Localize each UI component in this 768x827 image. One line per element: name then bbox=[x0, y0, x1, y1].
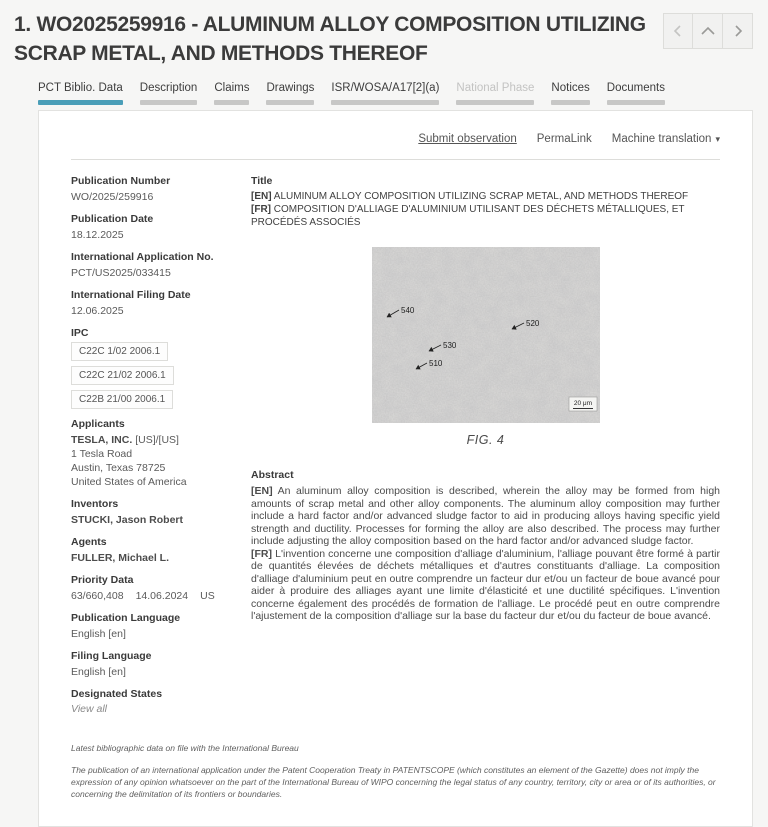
back-to-results-button[interactable] bbox=[693, 13, 723, 49]
biblio-left-column bbox=[71, 175, 251, 724]
tab-claims[interactable]: Claims bbox=[214, 82, 249, 105]
chevron-right-icon bbox=[732, 24, 744, 38]
permalink-link[interactable]: PermaLink bbox=[536, 133, 592, 145]
scale-bar bbox=[569, 397, 597, 411]
tab-indicator bbox=[331, 100, 439, 105]
field-international-filing-date: International Filing Date 12.06.2025 bbox=[71, 289, 191, 317]
applicant-address-line: Austin, Texas 78725 bbox=[71, 462, 166, 474]
tab-drawings[interactable]: Drawings bbox=[266, 82, 314, 105]
biblio-right-column bbox=[251, 175, 720, 724]
applicant-name: TESLA, INC. bbox=[71, 434, 133, 446]
field-ipc: IPC C22C 1/02 2006.1 C22C 21/02 2006.1 C22B 21/00 2006.1 bbox=[71, 327, 251, 409]
scale-bar-label: 20 μm bbox=[573, 400, 592, 407]
result-navigation bbox=[663, 13, 753, 49]
field-applicants: Applicants TESLA, INC. [US]/[US] 1 Tesla Road Austin, Texas 78725 United States of America bbox=[71, 418, 251, 489]
title-fr: [FR] COMPOSITION D'ALLIAGE D'ALUMINIUM UTILISANT DES DÉCHETS MÉTALLIQUES, ET PROCÉDÉS ASSOCIÉS bbox=[251, 204, 685, 228]
tab-indicator bbox=[214, 100, 249, 105]
machine-translation-dropdown[interactable]: Machine translation ▾ bbox=[611, 133, 720, 145]
chevron-left-icon bbox=[672, 24, 684, 38]
field-publication-date: Publication Date 18.12.2025 bbox=[71, 213, 154, 241]
field-priority-data: Priority Data 63/660,408 14.06.2024 US bbox=[71, 574, 215, 602]
chevron-up-icon bbox=[700, 25, 716, 37]
footer-notes bbox=[71, 742, 720, 816]
tab-indicator bbox=[456, 100, 534, 105]
figure-label-520: 520 bbox=[525, 319, 539, 328]
ipc-chip-list bbox=[71, 342, 241, 409]
abstract-en: [EN] An aluminum alloy composition is described, wherein the alloy may be formed from high amounts of scrap metal and other alloy components. The aluminum alloy composition may further include a hard factor and/or advanced sludge factor to aid in producing alloys having specific yield strength and ductility. Processes for forming the alloy are also described. The process may further include adjusting the alloy composition based on the hard factor and/or advanced sludge factor. bbox=[251, 485, 720, 547]
actions-row bbox=[71, 131, 720, 159]
tab-indicator bbox=[38, 100, 123, 105]
ipc-code-chip[interactable]: C22C 21/02 2006.1 bbox=[71, 366, 174, 385]
tab-pct-biblio-data[interactable]: PCT Biblio. Data bbox=[38, 82, 123, 105]
figure-section bbox=[251, 247, 720, 447]
priority-date: 14.06.2024 bbox=[135, 590, 189, 602]
tab-documents[interactable]: Documents bbox=[607, 82, 665, 105]
title-section: Title [EN] ALUMINUM ALLOY COMPOSITION UTILIZING SCRAP METAL, AND METHODS THEREOF [FR] COMPOSITION D'ALLIAGE D'ALUMINIUM UTILISANT DES DÉCHETS MÉTALLIQUES, ET PROCÉDÉS ASSOCIÉS bbox=[251, 175, 720, 229]
title-en: [EN] ALUMINUM ALLOY COMPOSITION UTILIZING SCRAP METAL, AND METHODS THEREOF bbox=[251, 191, 689, 202]
tab-national-phase: National Phase bbox=[456, 82, 534, 105]
figure-label-510: 510 bbox=[428, 359, 442, 368]
field-filing-language: Filing Language English [en] bbox=[71, 650, 152, 678]
tab-indicator bbox=[266, 100, 314, 105]
latest-biblio-note: Latest bibliographic data on file with the International Bureau bbox=[71, 743, 299, 753]
field-agents: Agents FULLER, Michael L. bbox=[71, 536, 170, 564]
tab-isr-wosa[interactable]: ISR/WOSA/A17[2](a) bbox=[331, 82, 439, 105]
header bbox=[14, 10, 753, 68]
page-title: 1. WO2025259916 - ALUMINUM ALLOY COMPOSITION UTILIZING SCRAP METAL, AND METHODS THEREOF bbox=[14, 13, 646, 65]
divider bbox=[71, 159, 720, 160]
tab-indicator bbox=[607, 100, 665, 105]
submit-observation-link[interactable]: Submit observation bbox=[418, 133, 517, 145]
tab-indicator bbox=[140, 100, 198, 105]
ipc-code-chip[interactable]: C22B 21/00 2006.1 bbox=[71, 390, 173, 409]
ipc-code-chip[interactable]: C22C 1/02 2006.1 bbox=[71, 342, 168, 361]
priority-number: 63/660,408 bbox=[71, 590, 124, 602]
biblio-data-panel bbox=[38, 110, 753, 827]
field-international-application-no: International Application No. PCT/US2025/033415 bbox=[71, 251, 214, 279]
applicant-address-line: 1 Tesla Road bbox=[71, 448, 133, 460]
priority-country: US bbox=[200, 590, 215, 602]
disclaimer-note: The publication of an international application under the Patent Cooperation Treaty in PATENTSCOPE (which constitutes an element of the Gazette) does not imply the expression of any opinion whatsoever on the part of the International Bureau of WIPO concerning the legal status of any country, territory, city or area or of its authorities, or concerning the delimitation of its frontiers or boundaries. bbox=[71, 765, 716, 799]
abstract-section: Abstract [EN] An aluminum alloy composition is described, wherein the alloy may be formed from high amounts of scrap metal and other alloy components. The aluminum alloy composition may further include a hard factor and/or advanced sludge factor to aid in producing alloys having specific yield strength and ductility. Processes for forming the alloy are also described. The process may further include adjusting the alloy composition based on the hard factor and/or advanced sludge factor. [FR] L'invention concerne une composition d'alliage d'aluminium, l'alliage pouvant être formé à partir de quantités élevées de déchets métalliques et d'autres constituants d'alliage. La composition d'alliage d'aluminium peut en outre comprendre un facteur dur et/ou un facteur de boue avancé pour aider à produire des alliages ayant une limite d'élasticité et une ductilité spécifiques. L'invention concerne également des procédés de formation de l'alliage. Le procédé peut en outre comprendre l'ajustement de la composition d'alliage sur la base du facteur dur et/ou du facteur de boue avancé. bbox=[251, 469, 720, 622]
field-publication-language: Publication Language English [en] bbox=[71, 612, 181, 640]
view-all-link[interactable]: View all bbox=[71, 703, 107, 715]
figure-label-540: 540 bbox=[400, 306, 414, 315]
previous-result-button[interactable] bbox=[663, 13, 693, 49]
tab-indicator bbox=[551, 100, 589, 105]
caret-down-icon: ▾ bbox=[715, 134, 720, 144]
applicant-address-line: United States of America bbox=[71, 476, 187, 488]
tab-bar bbox=[38, 82, 753, 105]
next-result-button[interactable] bbox=[723, 13, 753, 49]
field-publication-number: Publication Number WO/2025/259916 bbox=[71, 175, 171, 203]
applicant-residence: [US]/[US] bbox=[135, 434, 179, 446]
field-inventors: Inventors STUCKI, Jason Robert bbox=[71, 498, 184, 526]
figure-label-530: 530 bbox=[442, 341, 456, 350]
field-designated-states: Designated States View all bbox=[71, 688, 251, 715]
tab-notices[interactable]: Notices bbox=[551, 82, 589, 105]
micrograph-image bbox=[372, 247, 600, 423]
abstract-fr: [FR] L'invention concerne une composition d'alliage d'aluminium, l'alliage pouvant être formé à partir de quantités élevées de déchets métalliques et d'autres constituants d'alliage. La composition d'alliage d'aluminium peut en outre comprendre un facteur dur et/ou un facteur de boue avancé pour aider à produire des alliages ayant une limite d'élasticité et une ductilité spécifiques. L'invention concerne également des procédés de formation de l'alliage. Le procédé peut en outre comprendre l'ajustement de la composition d'alliage sur la base du facteur dur et/ou du facteur de boue avancé. bbox=[251, 547, 720, 622]
figure-caption: FIG. 4 bbox=[466, 433, 505, 447]
tab-description[interactable]: Description bbox=[140, 82, 198, 105]
